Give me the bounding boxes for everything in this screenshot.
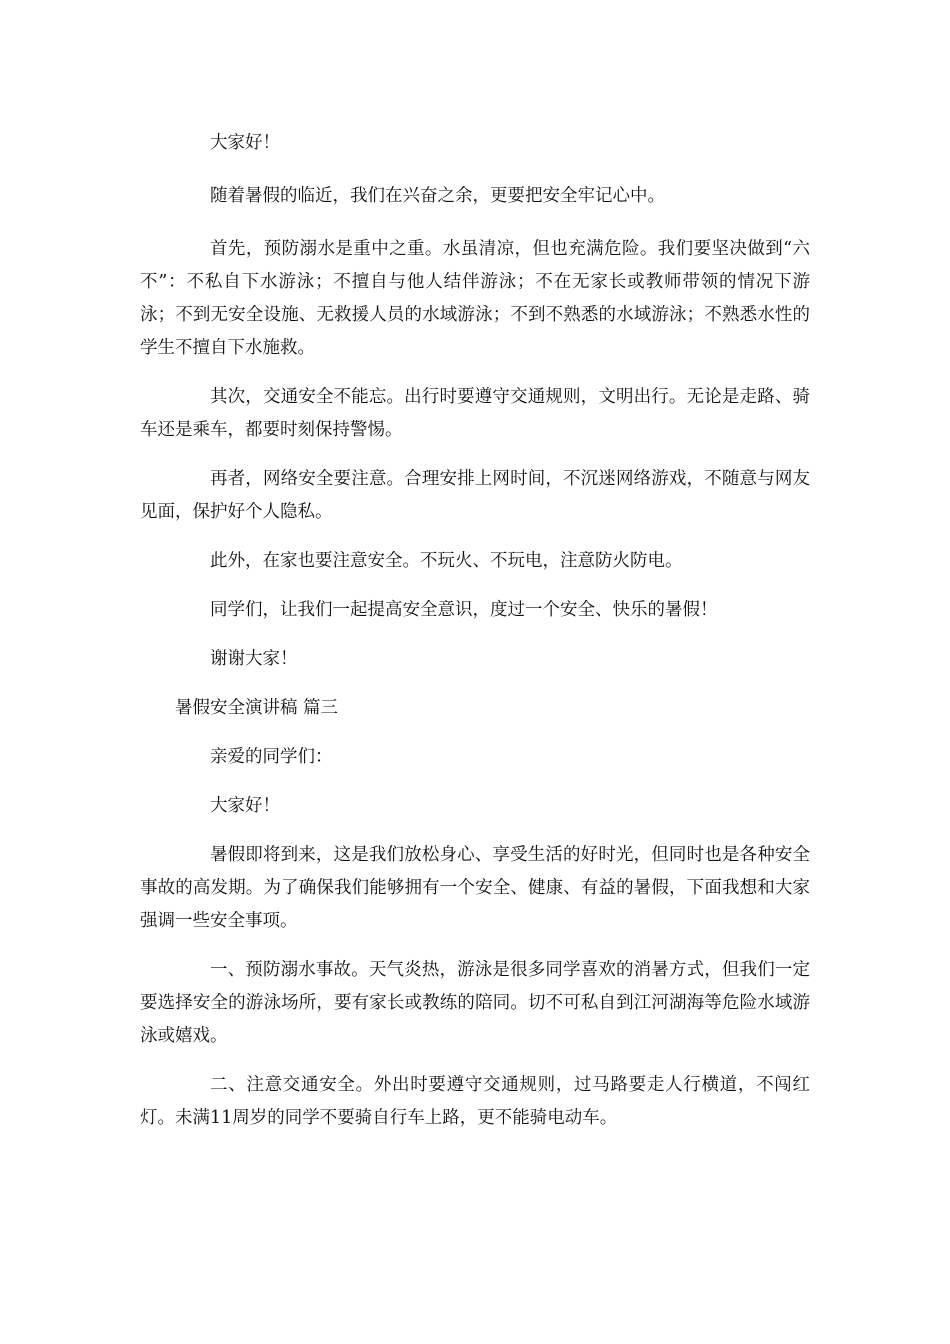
salutation-paragraph: 亲爱的同学们： [210,747,333,767]
traffic-paragraph: 其次，交通安全不能忘。出行时要遵守交通规则，文明出行。无论是走路、骑车还是乘车，都要时刻保持警惕。 [140,387,810,440]
greeting-paragraph: 大家好！ [210,133,280,153]
drowning-prevention-paragraph: 一、预防溺水事故。天气炎热，游泳是很多同学喜欢的消暑方式，但我们一定要选择安全的游泳场所，要有家长或教练的陪同。切不可私自到江河湖海等危险水域游泳或嬉戏。 [140,960,810,1046]
section-heading: 暑假安全演讲稿 篇三 [175,698,339,718]
intro-paragraph: 随着暑假的临近，我们在兴奋之余，更要把安全牢记心中。 [210,186,665,206]
home-safety-paragraph: 此外，在家也要注意安全。不玩火、不玩电，注意防火防电。 [210,551,683,571]
thanks-paragraph: 谢谢大家！ [210,649,298,669]
document-body [140,127,810,1151]
drowning-paragraph: 首先，预防溺水是重中之重。水虽清凉，但也充满危险。我们要坚决做到“六不”：不私自下水游泳；不擅自与他人结伴游泳；不在无家长或教师带领的情况下游泳；不到无安全设施、无救援人员的水域游泳；不到不熟悉的水域游泳；不熟悉水性的学生不擅自下水施救。 [140,239,810,358]
traffic-safety-paragraph: 二、注意交通安全。外出时要遵守交通规则，过马路要走人行横道，不闯红灯。未满11周岁的同学不要骑自行车上路，更不能骑电动车。 [140,1075,810,1128]
greeting-paragraph-2: 大家好！ [210,796,280,816]
summer-intro-paragraph: 暑假即将到来，这是我们放松身心、享受生活的好时光，但同时也是各种安全事故的高发期。为了确保我们能够拥有一个安全、健康、有益的暑假，下面我想和大家强调一些安全事项。 [140,845,810,931]
closing-paragraph: 同学们，让我们一起提高安全意识，度过一个安全、快乐的暑假！ [210,600,718,620]
internet-paragraph: 再者，网络安全要注意。合理安排上网时间，不沉迷网络游戏，不随意与网友见面，保护好个人隐私。 [140,469,810,522]
